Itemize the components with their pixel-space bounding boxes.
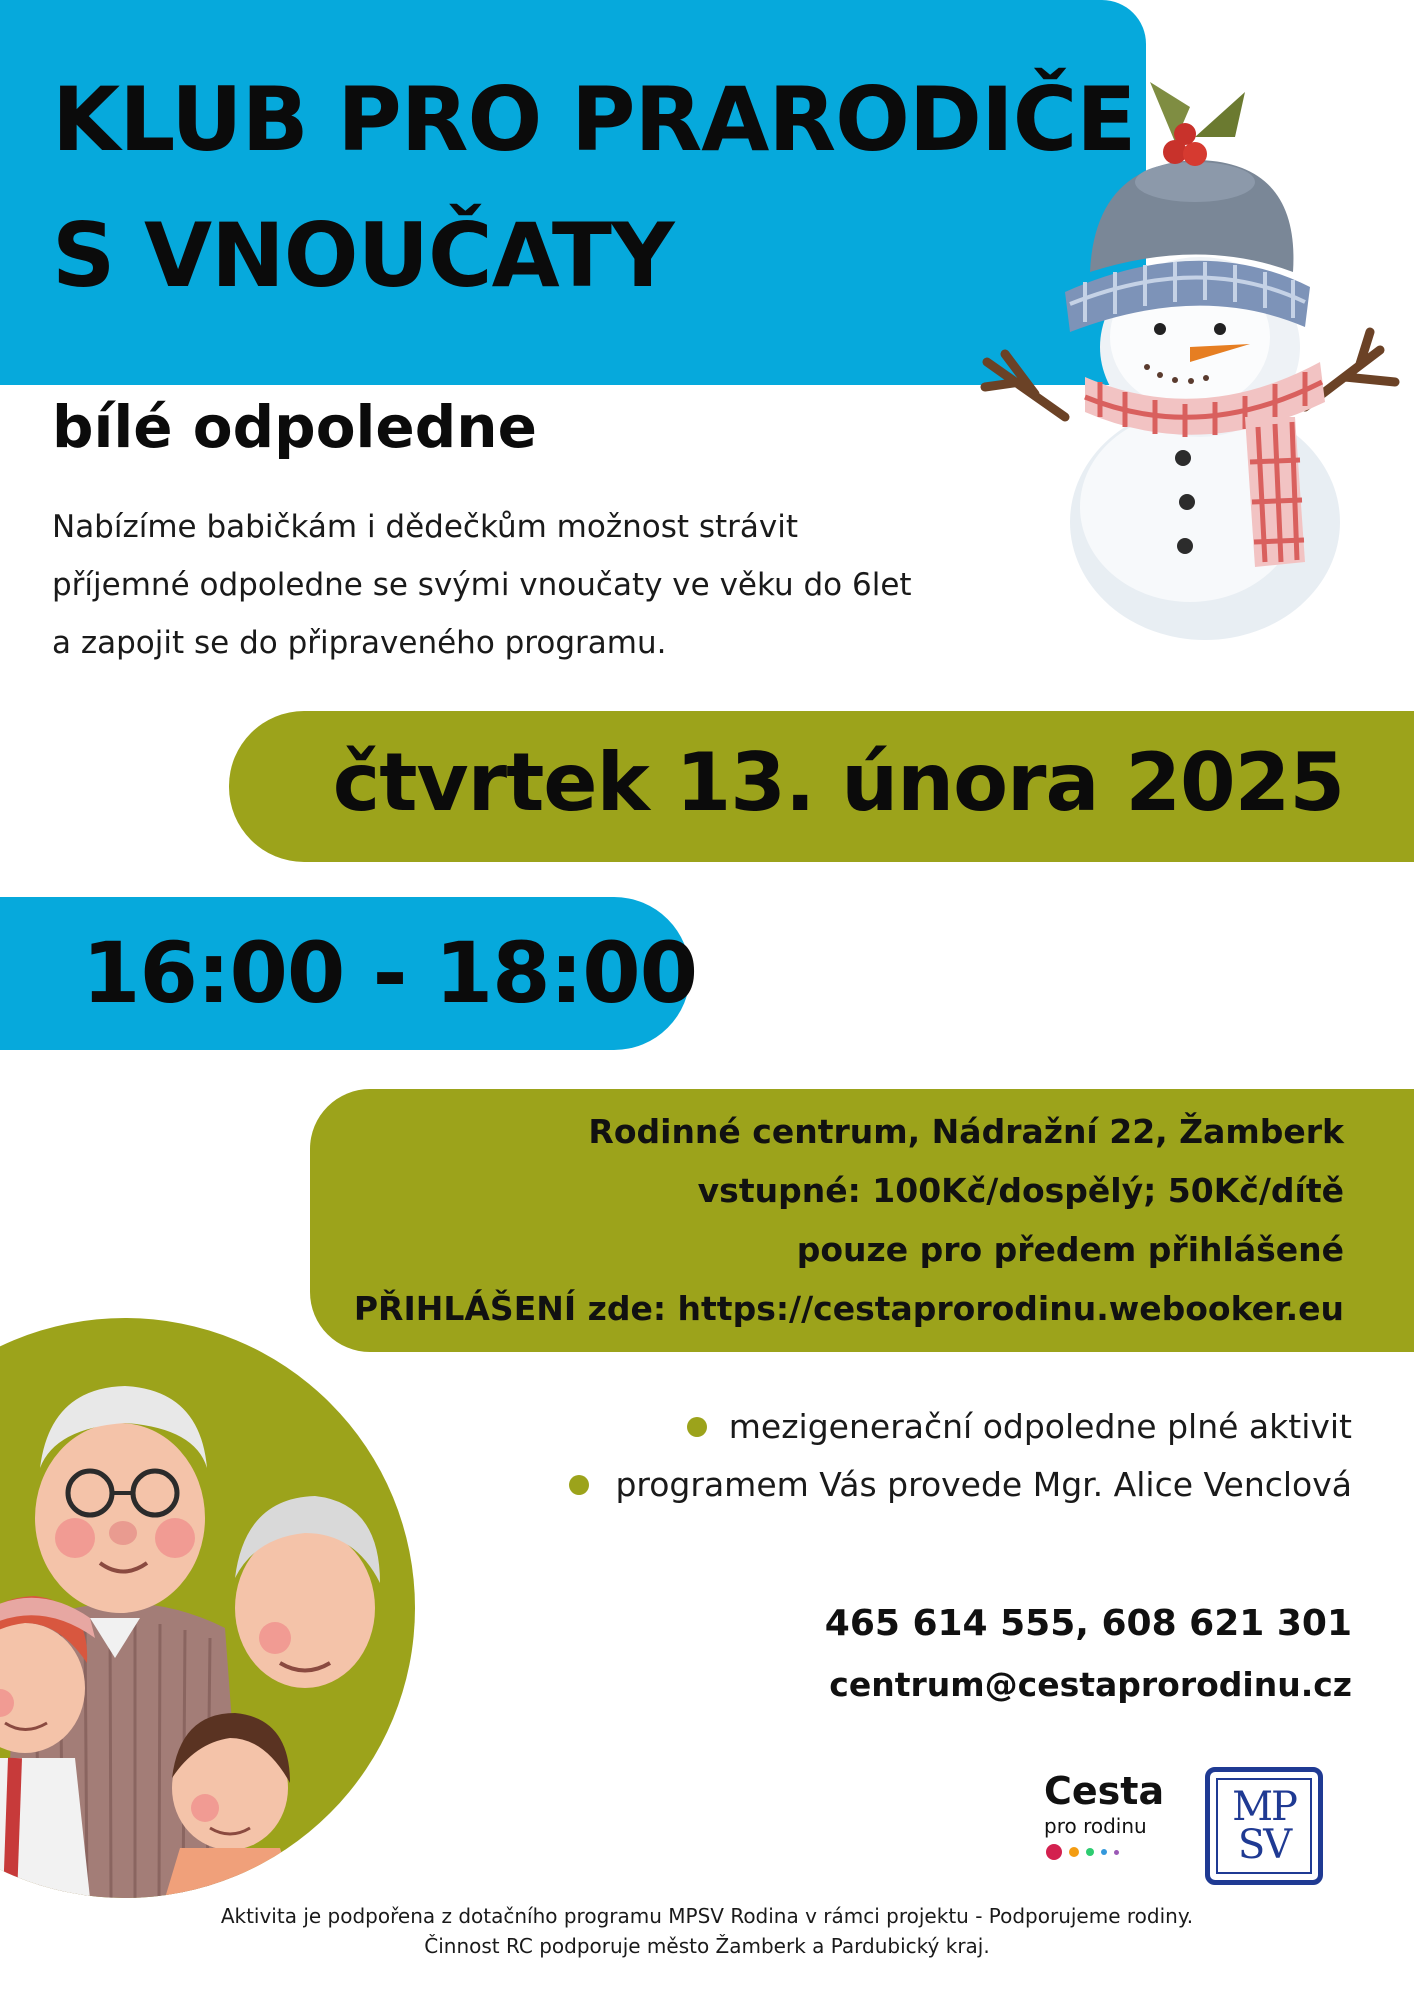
grandparents-with-grandchildren-illustration xyxy=(0,1318,415,1898)
family-illustration xyxy=(0,1318,415,1898)
bullet-text: mezigenerační odpoledne plné aktivit xyxy=(728,1407,1352,1446)
mpsv-logo-top: MP xyxy=(1232,1784,1296,1830)
cesta-logo-dots-icon xyxy=(1046,1844,1119,1860)
fee-text: vstupné: 100Kč/dospělý; 50Kč/dítě xyxy=(697,1171,1344,1210)
time-banner xyxy=(0,897,698,1050)
bullet-dot-icon xyxy=(687,1417,707,1437)
cesta-pro-rodinu-logo xyxy=(1040,1769,1170,1882)
date-banner xyxy=(229,711,1414,862)
cesta-logo-subtitle: pro rodinu xyxy=(1044,1814,1147,1838)
email-link[interactable]: centrum@cestaprorodinu.cz xyxy=(829,1665,1352,1704)
intro-line-1: Nabízíme babičkám i dědečkům možnost strávit xyxy=(52,509,799,545)
bullet-item xyxy=(687,1407,1352,1446)
bullet-item xyxy=(569,1465,1352,1504)
cesta-logo-title: Cesta xyxy=(1044,1769,1165,1813)
event-date: čtvrtek 13. února 2025 xyxy=(332,736,1344,829)
intro-line-2: příjemné odpoledne se svými vnoučaty ve věku do 6let xyxy=(52,567,912,603)
title-line-2: S VNOUČATY xyxy=(52,204,674,307)
mpsv-logo xyxy=(1205,1767,1323,1885)
restriction-text: pouze pro předem přihlášené xyxy=(796,1230,1344,1269)
footer-support-note: Činnost RC podporuje město Žamberk a Pardubický kraj. xyxy=(424,1934,990,1958)
location-text: Rodinné centrum, Nádražní 22, Žamberk xyxy=(588,1112,1344,1151)
footer-funding-note: Aktivita je podpořena z dotačního programu MPSV Rodina v rámci projektu - Podporujeme rodiny. xyxy=(220,1904,1194,1928)
subtitle: bílé odpoledne xyxy=(52,393,537,461)
intro-line-3: a zapojit se do připraveného programu. xyxy=(52,625,667,661)
registration-link[interactable]: PŘIHLÁŠENÍ zde: https://cestaprorodinu.webooker.eu xyxy=(353,1289,1344,1328)
mpsv-logo-bottom: SV xyxy=(1237,1822,1291,1868)
info-box xyxy=(310,1089,1414,1352)
title-line-1: KLUB PRO PRARODIČE xyxy=(52,68,1136,171)
bullet-dot-icon xyxy=(569,1475,589,1495)
event-time: 16:00 - 18:00 xyxy=(82,924,698,1022)
intro-paragraph xyxy=(52,498,1012,672)
snowman-illustration xyxy=(975,82,1414,642)
bullet-text: programem Vás provede Mgr. Alice Venclová xyxy=(615,1465,1352,1504)
phone-numbers[interactable]: 465 614 555, 608 621 301 xyxy=(824,1603,1352,1644)
